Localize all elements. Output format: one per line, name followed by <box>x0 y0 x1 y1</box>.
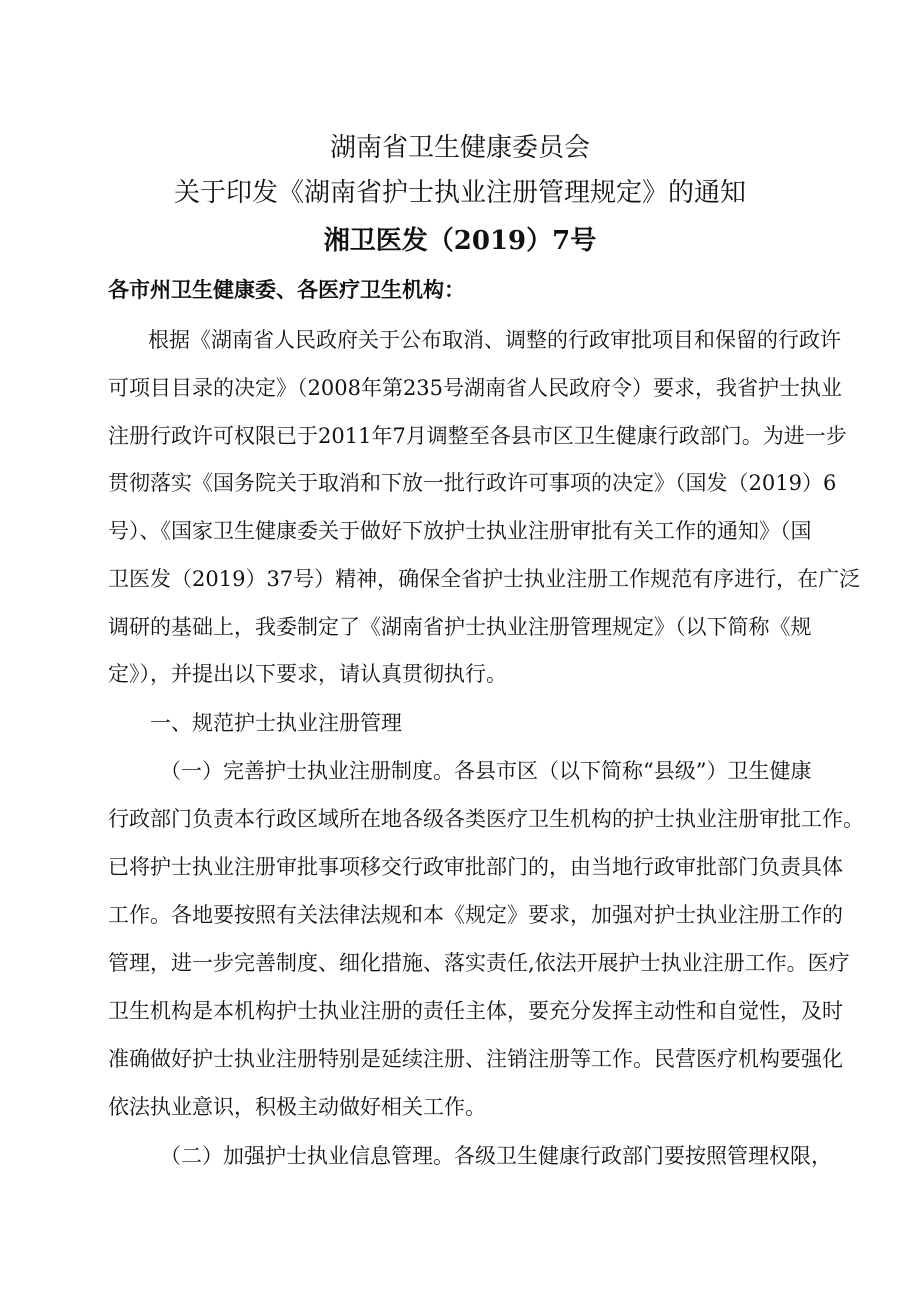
title-line-2: 关于印发《湖南省护士执业注册管理规定》的通知 <box>173 178 746 208</box>
paragraph-line: 已将护士执业注册审批事项移交行政审批部门的，由当地行政审批部门负责具体 <box>108 855 843 879</box>
paragraph-line: 贯彻落实《国务院关于取消和下放一批行政许可事项的决定》（国发（2019）6 <box>108 471 837 495</box>
paragraph-line: 行政部门负责本行政区域所在地各级各类医疗卫生机构的护士执业注册审批工作。 <box>108 807 864 831</box>
section-heading: 一、规范护士执业注册管理 <box>150 711 402 735</box>
paragraph-line: 根据《湖南省人民政府关于公布取消、调整的行政审批项目和保留的行政许 <box>148 328 841 352</box>
title-line-3: 湘卫医发（2019）7号 <box>323 226 597 256</box>
paragraph-line: 定》），并提出以下要求，请认真贯彻执行。 <box>108 662 507 686</box>
paragraph-line: （二）加强护士执业信息管理。各级卫生健康行政部门要按照管理权限， <box>160 1144 832 1168</box>
paragraph-line: （一）完善护士执业注册制度。各县市区（以下简称“县级”）卫生健康 <box>160 759 812 783</box>
paragraph-line: 可项目目录的决定》（2008年第235号湖南省人民政府令）要求，我省护士执业 <box>108 376 843 400</box>
paragraph-line: 号）、《国家卫生健康委关于做好下放护士执业注册审批有关工作的通知》（国 <box>108 519 812 543</box>
paragraph-line: 卫生机构是本机构护士执业注册的责任主体，要充分发挥主动性和自觉性，及时 <box>108 999 843 1023</box>
paragraph-line: 调研的基础上，我委制定了《湖南省护士执业注册管理规定》（以下简称《规 <box>108 615 812 639</box>
paragraph-line: 注册行政许可权限已于2011年7月调整至各县市区卫生健康行政部门。为进一步 <box>108 424 847 448</box>
paragraph-line: 工作。各地要按照有关法律法规和本《规定》要求，加强对护士执业注册工作的 <box>108 903 843 927</box>
title-line-1: 湖南省卫生健康委员会 <box>329 133 590 163</box>
paragraph-line: 管理，进一步完善制度、细化措施、落实责任,依法开展护士执业注册工作。医疗 <box>108 951 850 975</box>
paragraph-line: 卫医发（2019）37号）精神，确保全省护士执业注册工作规范有序进行，在广泛 <box>108 567 861 591</box>
addressee: 各市州卫生健康委、各医疗卫生机构： <box>108 277 465 302</box>
paragraph-line: 依法执业意识，积极主动做好相关工作。 <box>108 1095 486 1119</box>
paragraph-line: 准确做好护士执业注册特别是延续注册、注销注册等工作。民营医疗机构要强化 <box>108 1047 843 1071</box>
